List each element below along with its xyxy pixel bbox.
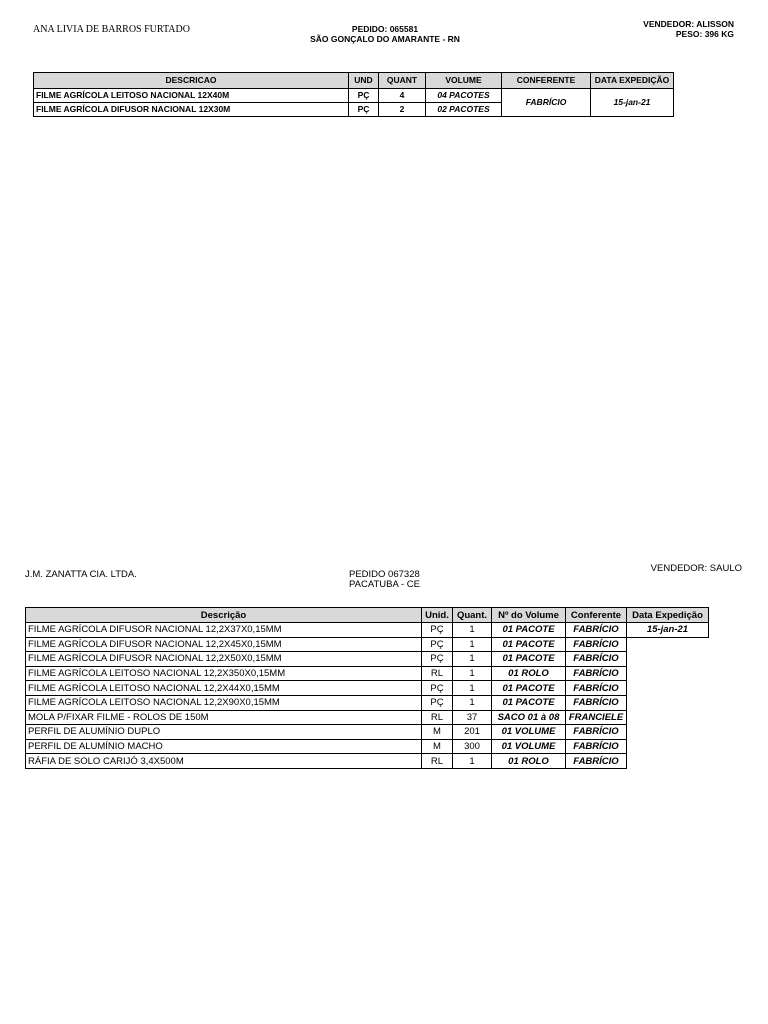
header-volume: VOLUME — [426, 73, 502, 89]
cell-conferente: FABRÍCIO — [566, 739, 627, 754]
cell-quant: 1 — [453, 623, 492, 638]
cell-quant: 1 — [453, 695, 492, 710]
cell-volume: 01 VOLUME — [492, 739, 566, 754]
order2-table — [25, 607, 709, 769]
cell-quant: 1 — [453, 666, 492, 681]
order1-weight: PESO: 396 KG — [675, 29, 734, 39]
table-row — [26, 623, 709, 638]
table-row — [26, 754, 709, 769]
empty-cell — [627, 652, 709, 667]
cell-quant: 1 — [453, 652, 492, 667]
cell-volume: 01 ROLO — [492, 666, 566, 681]
cell-und: RL — [422, 754, 453, 769]
empty-cell — [627, 695, 709, 710]
header-descricao: DESCRICAO — [34, 73, 349, 89]
empty-cell — [627, 666, 709, 681]
cell-quant: 1 — [453, 681, 492, 696]
cell-und: PÇ — [422, 623, 453, 638]
table-row — [26, 637, 709, 652]
cell-desc: RÁFIA DE SOLO CARIJÓ 3,4X500M — [26, 754, 422, 769]
header-data-expedicao: Data Expedição — [627, 608, 709, 623]
cell-und: M — [422, 739, 453, 754]
cell-conferente: FABRÍCIO — [566, 725, 627, 740]
table-row — [34, 89, 674, 103]
cell-conferente: FRANCIELE — [566, 710, 627, 725]
empty-cell — [627, 681, 709, 696]
cell-und: PÇ — [349, 103, 379, 117]
cell-und: PÇ — [422, 695, 453, 710]
empty-cell — [627, 739, 709, 754]
cell-desc: PERFIL DE ALUMÍNIO DUPLO — [26, 725, 422, 740]
table-row — [26, 695, 709, 710]
order1-city: SÃO GONÇALO DO AMARANTE - RN — [310, 34, 460, 44]
cell-und: M — [422, 725, 453, 740]
order2-order-number: PEDIDO 067328 — [349, 569, 420, 580]
cell-volume: 01 PACOTE — [492, 695, 566, 710]
order1-order-number: PEDIDO: 065581 — [351, 24, 419, 34]
cell-quant: 2 — [379, 103, 426, 117]
cell-und: PÇ — [422, 637, 453, 652]
empty-cell — [627, 637, 709, 652]
cell-desc: FILME AGRÍCOLA DIFUSOR NACIONAL 12,2X50X0,15MM — [26, 652, 422, 667]
cell-volume: 01 PACOTE — [492, 637, 566, 652]
cell-quant: 201 — [453, 725, 492, 740]
table-row — [26, 666, 709, 681]
cell-volume: SACO 01 à 08 — [492, 710, 566, 725]
order1-table — [33, 72, 674, 117]
header-unid: Unid. — [422, 608, 453, 623]
header-quant: Quant. — [453, 608, 492, 623]
cell-desc: FILME AGRÍCOLA DIFUSOR NACIONAL 12X30M — [34, 103, 349, 117]
cell-desc: FILME AGRÍCOLA LEITOSO NACIONAL 12,2X44X0,15MM — [26, 681, 422, 696]
cell-conferente: FABRÍCIO — [566, 754, 627, 769]
header-conferente: Conferente — [566, 608, 627, 623]
cell-und: PÇ — [349, 89, 379, 103]
cell-quant: 4 — [379, 89, 426, 103]
cell-und: PÇ — [422, 652, 453, 667]
cell-quant: 300 — [453, 739, 492, 754]
table-header-row — [34, 73, 674, 89]
cell-volume: 01 VOLUME — [492, 725, 566, 740]
cell-quant: 37 — [453, 710, 492, 725]
cell-quant: 1 — [453, 754, 492, 769]
table-row — [26, 681, 709, 696]
empty-cell — [627, 710, 709, 725]
order1-seller: VENDEDOR: ALISSON — [643, 19, 734, 29]
cell-desc: FILME AGRÍCOLA DIFUSOR NACIONAL 12,2X45X0,15MM — [26, 637, 422, 652]
cell-und: PÇ — [422, 681, 453, 696]
cell-volume: 04 PACOTES — [426, 89, 502, 103]
header-conferente: CONFERENTE — [502, 73, 591, 89]
header-data-expedicao: DATA EXPEDIÇÃO — [591, 73, 674, 89]
cell-desc: FILME AGRÍCOLA DIFUSOR NACIONAL 12,2X37X0,15MM — [26, 623, 422, 638]
cell-volume: 02 PACOTES — [426, 103, 502, 117]
table-row — [26, 739, 709, 754]
order2-seller: VENDEDOR: SAULO — [650, 563, 742, 574]
table-row — [26, 710, 709, 725]
empty-cell — [627, 725, 709, 740]
order2-client: J.M. ZANATTA CIA. LTDA. — [25, 569, 137, 580]
order1-client: ANA LIVIA DE BARROS FURTADO — [33, 24, 190, 35]
header-quant: QUANT — [379, 73, 426, 89]
cell-volume: 01 PACOTE — [492, 623, 566, 638]
cell-volume: 01 ROLO — [492, 754, 566, 769]
cell-conferente: FABRÍCIO — [566, 652, 627, 667]
table-row — [26, 725, 709, 740]
header-descricao: Descrição — [26, 608, 422, 623]
order2-city: PACATUBA - CE — [349, 579, 420, 590]
cell-conferente: FABRÍCIO — [502, 89, 591, 117]
cell-conferente: FABRÍCIO — [566, 623, 627, 638]
cell-conferente: FABRÍCIO — [566, 695, 627, 710]
cell-conferente: FABRÍCIO — [566, 681, 627, 696]
cell-desc: FILME AGRÍCOLA LEITOSO NACIONAL 12,2X350X0,15MM — [26, 666, 422, 681]
cell-volume: 01 PACOTE — [492, 652, 566, 667]
cell-und: RL — [422, 710, 453, 725]
cell-und: RL — [422, 666, 453, 681]
table-header-row — [26, 608, 709, 623]
table-row — [26, 652, 709, 667]
cell-data-expedicao: 15-jan-21 — [591, 89, 674, 117]
header-volume: Nº do Volume — [492, 608, 566, 623]
cell-desc: PERFIL DE ALUMÍNIO MACHO — [26, 739, 422, 754]
cell-data-expedicao: 15-jan-21 — [627, 623, 709, 638]
cell-conferente: FABRÍCIO — [566, 637, 627, 652]
cell-desc: MOLA P/FIXAR FILME - ROLOS DE 150M — [26, 710, 422, 725]
empty-cell — [627, 754, 709, 769]
cell-desc: FILME AGRÍCOLA LEITOSO NACIONAL 12,2X90X0,15MM — [26, 695, 422, 710]
header-und: UND — [349, 73, 379, 89]
cell-volume: 01 PACOTE — [492, 681, 566, 696]
cell-desc: FILME AGRÍCOLA LEITOSO NACIONAL 12X40M — [34, 89, 349, 103]
cell-quant: 1 — [453, 637, 492, 652]
cell-conferente: FABRÍCIO — [566, 666, 627, 681]
